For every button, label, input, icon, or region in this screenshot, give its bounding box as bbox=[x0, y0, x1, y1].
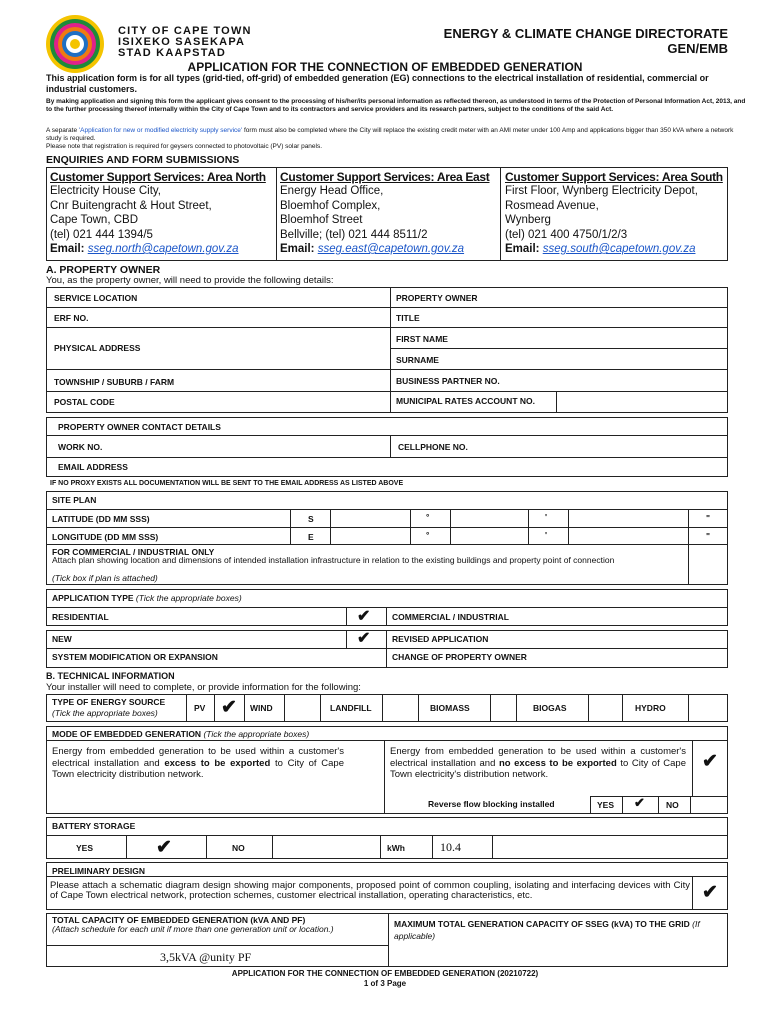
total-capacity-heading: TOTAL CAPACITY OF EMBEDDED GENERATION (kVA AND PF) bbox=[52, 915, 306, 925]
total-capacity-note: (Attach schedule for each unit if more than one generation unit or location.) bbox=[52, 924, 334, 934]
township-label: TOWNSHIP / SUBURB / FARM bbox=[54, 377, 175, 387]
source-biomass-label: BIOMASS bbox=[430, 703, 470, 713]
reverse-flow-yes-checkbox[interactable]: ✔ bbox=[634, 795, 645, 810]
commercial-plan-text: Attach plan showing location and dimensions of intended installation infrastructure in relation to the existing buildings and property point of connection bbox=[52, 555, 615, 565]
application-kind-table bbox=[46, 630, 728, 668]
separate-form-note: A separate 'Application for new or modified electricity supply service' form must also be completed where the City will replace the existing credit meter with an AMI meter under 100 Amp and applications bigger than 350 kVA where a network study is required. bbox=[46, 127, 734, 142]
form-title: APPLICATION FOR THE CONNECTION OF EMBEDDED GENERATION bbox=[187, 60, 583, 74]
source-pv-label: PV bbox=[194, 703, 206, 713]
residential-label: RESIDENTIAL bbox=[52, 612, 109, 622]
source-pv-checkbox[interactable]: ✔ bbox=[221, 697, 237, 718]
battery-heading: BATTERY STORAGE bbox=[52, 821, 136, 831]
separate-form-link[interactable]: 'Application for new or modified electricity supply service' bbox=[78, 127, 243, 134]
longitude-min: ' bbox=[545, 530, 548, 540]
footer-title: APPLICATION FOR THE CONNECTION OF EMBEDDED GENERATION (20210722) bbox=[231, 969, 539, 978]
cellphone-label: CELLPHONE NO. bbox=[398, 442, 468, 452]
mode-heading: MODE OF EMBEDDED GENERATION (Tick the appropriate boxes) bbox=[52, 729, 310, 739]
email-south-link[interactable]: sseg.south@capetown.gov.za bbox=[542, 243, 696, 255]
source-wind-label: WIND bbox=[250, 703, 273, 713]
bp-no-label: BUSINESS PARTNER NO. bbox=[396, 376, 500, 386]
reverse-flow-label: Reverse flow blocking installed bbox=[428, 799, 555, 809]
title-label: TITLE bbox=[396, 313, 420, 323]
modification-label: SYSTEM MODIFICATION OR EXPANSION bbox=[52, 652, 218, 662]
commercial-only-label: FOR COMMERCIAL / INDUSTRIAL ONLY bbox=[52, 547, 215, 557]
city-name: CITY OF CAPE TOWN ISIXEKO SASEKAPA STAD KAAPSTAD bbox=[118, 25, 252, 59]
latitude-min: ' bbox=[545, 512, 548, 522]
mode-noexport-text: Energy from embedded generation to be used within a customer's electrical installation and no excess to be exported to City of Cape Town electricity's distribution network. bbox=[390, 746, 686, 780]
consent-note: By making application and signing this form the applicant gives consent to the processing of his/her/its personal information as reflected thereon, as understood in terms of the Protection of Personal Information Act, 2013, and to the further processing thereof internally within the City of Cape Town and to its contractors and service providers and its research partners, subject to the conditions of the said Act. bbox=[46, 98, 746, 113]
section-a-sub: You, as the property owner, will need to provide the following details: bbox=[46, 275, 334, 286]
battery-no-label: NO bbox=[232, 843, 245, 853]
application-type-heading: APPLICATION TYPE (Tick the appropriate boxes) bbox=[52, 593, 242, 603]
enquiries-heading: ENQUIRIES AND FORM SUBMISSIONS bbox=[46, 154, 240, 166]
service-location-label: SERVICE LOCATION bbox=[54, 293, 138, 303]
email-address-label: EMAIL ADDRESS bbox=[58, 462, 128, 472]
latitude-label: LATITUDE (DD MM SSS) bbox=[52, 514, 150, 524]
directorate-name: ENERGY & CLIMATE CHANGE DIRECTORATE bbox=[443, 26, 728, 41]
latitude-direction: S bbox=[308, 514, 314, 524]
battery-yes-checkbox[interactable]: ✔ bbox=[156, 837, 172, 858]
form-intro: This application form is for all types (grid-tied, off-grid) of embedded generation (EG) connections to the electrical installation of residential, commercial or industrial customers. bbox=[46, 73, 709, 94]
prelim-heading: PRELIMINARY DESIGN bbox=[52, 866, 146, 876]
change-owner-label: CHANGE OF PROPERTY OWNER bbox=[392, 652, 527, 662]
commercial-plan-tick-note: (Tick box if plan is attached) bbox=[52, 573, 158, 583]
energy-source-note: (Tick the appropriate boxes) bbox=[52, 708, 158, 718]
form-code: GEN/EMB bbox=[667, 41, 728, 56]
prelim-checkbox[interactable]: ✔ bbox=[702, 882, 718, 903]
source-landfill-label: LANDFILL bbox=[330, 703, 372, 713]
longitude-sec: " bbox=[706, 531, 711, 541]
office-east: Customer Support Services: Area East Energy Head Office, Bloemhof Complex, Bloemhof Street Bellville; (tel) 021 444 8511/2 Email: sseg.east@capetown.gov.za bbox=[280, 170, 490, 255]
source-hydro-label: HYDRO bbox=[635, 703, 666, 713]
erf-label: ERF NO. bbox=[54, 313, 89, 323]
total-capacity-value[interactable]: 3,5kVA @unity PF bbox=[160, 950, 252, 964]
property-owner-label: PROPERTY OWNER bbox=[396, 293, 478, 303]
reverse-flow-yes-label: YES bbox=[597, 800, 615, 810]
surname-label: SURNAME bbox=[396, 355, 439, 365]
site-plan-label: SITE PLAN bbox=[52, 495, 97, 505]
latitude-sec: " bbox=[706, 513, 711, 523]
postal-code-label: POSTAL CODE bbox=[54, 397, 115, 407]
section-b-heading: B. TECHNICAL INFORMATION bbox=[46, 671, 175, 681]
register-note: Please note that registration is required for geysers connected to photovoltaic (PV) solar panels. bbox=[46, 143, 323, 150]
proxy-note: IF NO PROXY EXISTS ALL DOCUMENTATION WILL BE SENT TO THE EMAIL ADDRESS AS LISTED ABOVE bbox=[50, 480, 404, 487]
mode-export-text: Energy from embedded generation to be used within a customer's electrical installation and excess to be exported to City of Cape Town electricity distribution network. bbox=[52, 746, 344, 780]
plan-attached-checkbox[interactable] bbox=[688, 544, 728, 585]
residential-checkbox[interactable]: ✔ bbox=[357, 608, 371, 625]
new-label: NEW bbox=[52, 634, 72, 644]
longitude-deg: ° bbox=[426, 530, 430, 540]
rates-account-label: MUNICIPAL RATES ACCOUNT NO. bbox=[396, 396, 535, 406]
email-north-link[interactable]: sseg.north@capetown.gov.za bbox=[87, 243, 239, 255]
contact-details-label: PROPERTY OWNER CONTACT DETAILS bbox=[58, 422, 221, 432]
longitude-direction: E bbox=[308, 532, 314, 542]
commercial-label: COMMERCIAL / INDUSTRIAL bbox=[392, 612, 509, 622]
battery-yes-label: YES bbox=[76, 843, 94, 853]
longitude-label: LONGITUDE (DD MM SSS) bbox=[52, 532, 159, 542]
kwh-label: kWh bbox=[387, 843, 405, 853]
mode-noexport-checkbox[interactable]: ✔ bbox=[702, 751, 718, 772]
new-checkbox[interactable]: ✔ bbox=[357, 630, 371, 647]
kwh-value[interactable]: 10.4 bbox=[440, 840, 461, 854]
work-no-label: WORK NO. bbox=[58, 442, 103, 452]
page-number: 1 of 3 Page bbox=[363, 979, 407, 988]
physical-address-label: PHYSICAL ADDRESS bbox=[54, 343, 141, 353]
footer bbox=[0, 969, 770, 989]
property-table bbox=[46, 287, 728, 413]
office-south: Customer Support Services: Area South First Floor, Wynberg Electricity Depot, Rosmead Avenue, Wynberg (tel) 021 400 4750/1/2/3 Email: sseg.south@capetown.gov.za bbox=[505, 170, 723, 255]
first-name-label: FIRST NAME bbox=[396, 334, 448, 344]
directorate-header bbox=[444, 26, 728, 56]
section-b-sub: Your installer will need to complete, or provide information for the following: bbox=[46, 682, 361, 693]
section-a-heading: A. PROPERTY OWNER bbox=[46, 264, 161, 276]
max-capacity-heading: MAXIMUM TOTAL GENERATION CAPACITY OF SSEG (kVA) TO THE GRID (If applicable) bbox=[394, 919, 700, 941]
source-biogas-label: BIOGAS bbox=[533, 703, 567, 713]
revised-label: REVISED APPLICATION bbox=[392, 634, 489, 644]
reverse-flow-no-label: NO bbox=[666, 800, 679, 810]
latitude-deg: ° bbox=[426, 512, 430, 522]
prelim-text: Please attach a schematic diagram design showing major components, proposed point of common coupling, isolating and interfacing devices with City of Cape Town electrical network, protection schemes, customer electrical installation, operating characteristics, etc. bbox=[50, 880, 690, 901]
energy-source-heading: TYPE OF ENERGY SOURCE bbox=[52, 697, 166, 707]
office-north: Customer Support Services: Area North Electricity House City, Cnr Buitengracht & Hout Street, Cape Town, CBD (tel) 021 444 1394/5 Email: sseg.north@capetown.gov.za bbox=[50, 170, 266, 255]
email-east-link[interactable]: sseg.east@capetown.gov.za bbox=[317, 243, 465, 255]
